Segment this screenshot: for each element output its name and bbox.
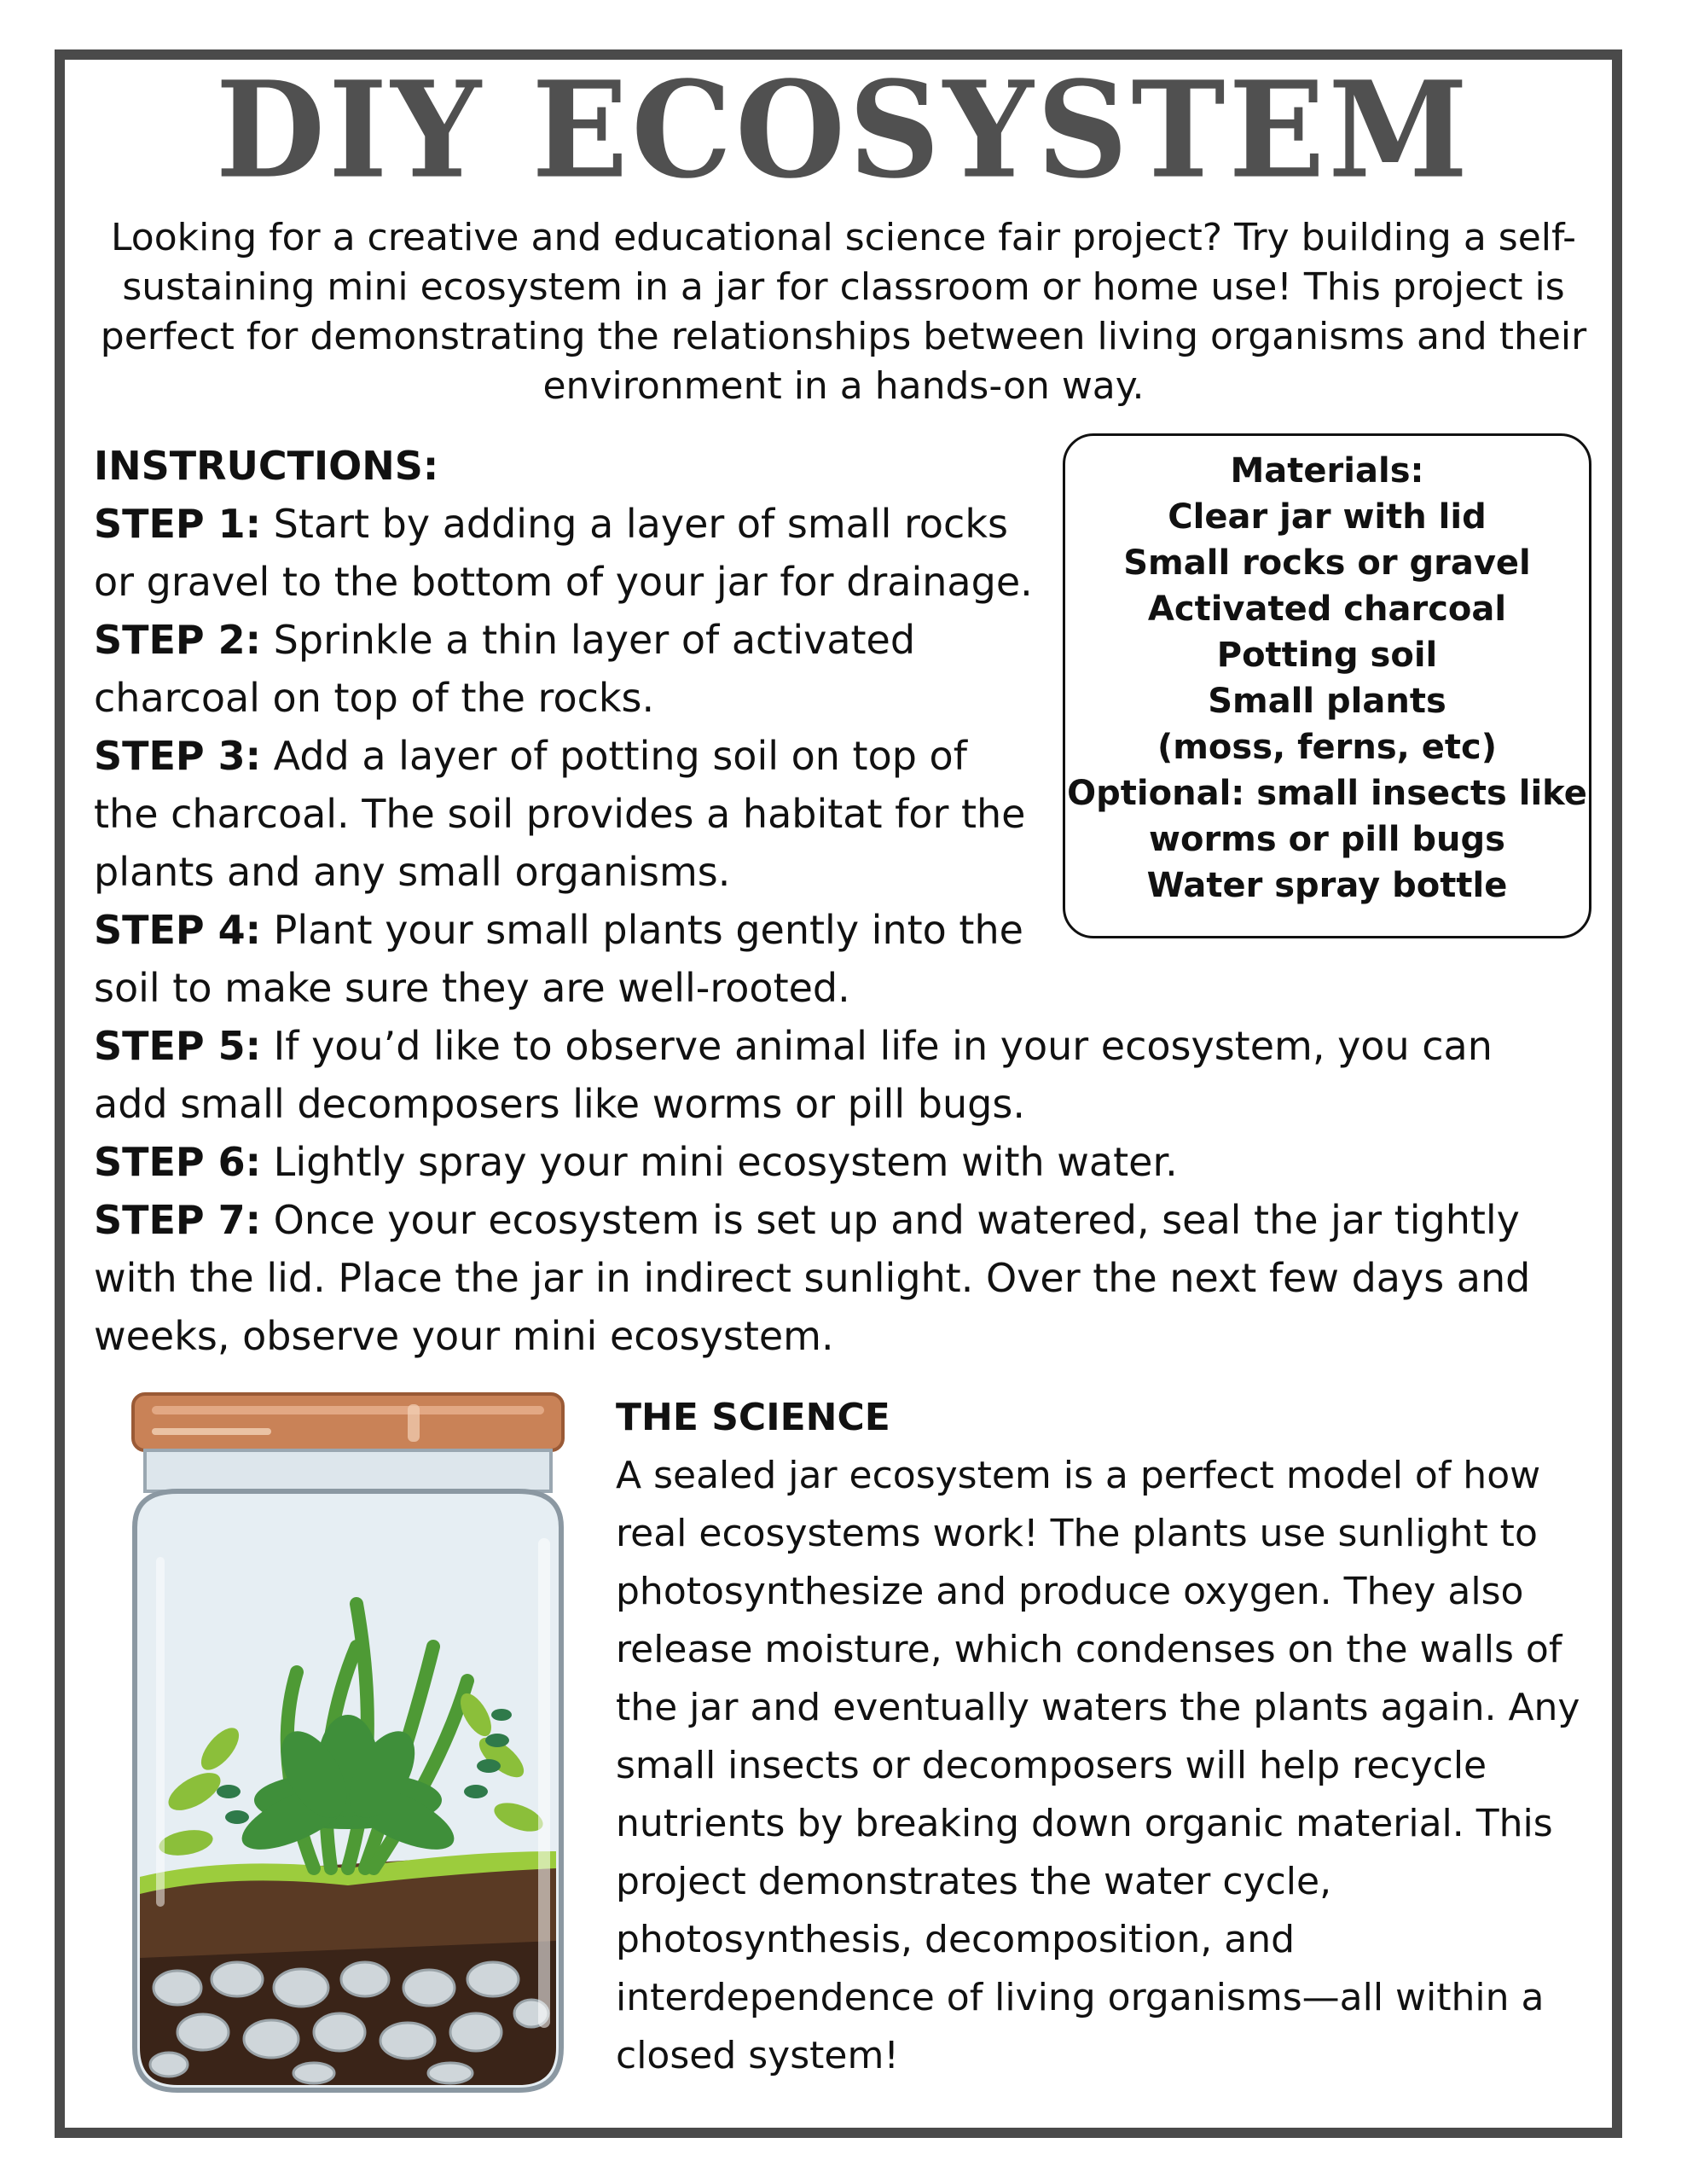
- intro-paragraph: Looking for a creative and educational science fair project? Try building a self-sustaining mini ecosystem in a jar for classroom or home use! This project is perfect for demonstrating the relationships between living organisms and their environment in a hands-on way.: [100, 216, 1587, 408]
- step-5: [94, 1017, 1578, 1133]
- step-label: STEP 3:: [94, 733, 262, 779]
- materials-heading: Materials:: [1230, 451, 1424, 491]
- step-2: [94, 611, 1058, 727]
- step-label: STEP 6:: [94, 1139, 262, 1185]
- step-text: Once your ecosystem is set up and watered, seal the jar tightly with the lid. Place the jar in indirect sunlight. Over the next few days and weeks, observe your mini ecosystem.: [94, 1197, 1531, 1359]
- step-label: STEP 4:: [94, 907, 262, 953]
- instructions-heading: INSTRUCTIONS:: [94, 443, 439, 489]
- material-item: Activated charcoal: [1147, 590, 1507, 629]
- step-6: [94, 1133, 1578, 1191]
- jar-lid: [133, 1394, 563, 1450]
- step-4: [94, 901, 1032, 1017]
- material-item: Water spray bottle: [1146, 866, 1508, 905]
- material-item: Optional: small insects like: [1067, 774, 1587, 813]
- material-item: worms or pill bugs: [1149, 820, 1505, 859]
- material-item: (moss, ferns, etc): [1157, 728, 1498, 767]
- step-label: STEP 1:: [94, 501, 262, 547]
- rock-layer: [140, 1937, 556, 2085]
- science-section: [616, 1389, 1597, 2085]
- science-paragraph: A sealed jar ecosystem is a perfect model of how real ecosystems work! The plants use sunlight to photosynthesize and produce oxygen. They also release moisture, which condenses on the walls of the jar and eventually waters the plants again. Any small insects or decomposers will help recycle nutrients by breaking down organic material. This project demonstrates the water cycle, photosynthesis, decomposition, and interdependence of living organisms—all within a closed system!: [616, 1454, 1580, 2077]
- material-item: Clear jar with lid: [1168, 497, 1487, 537]
- materials-box: [1063, 433, 1591, 938]
- terrarium-jar-illustration: [101, 1391, 595, 2099]
- step-7: [94, 1191, 1578, 1365]
- step-text: Lightly spray your mini ecosystem with water.: [261, 1139, 1178, 1185]
- step-label: STEP 7:: [94, 1197, 262, 1243]
- step-1: [94, 495, 1058, 611]
- material-item: Potting soil: [1216, 636, 1438, 675]
- material-item: Small plants: [1208, 682, 1446, 721]
- page-title: DIY ECOSYSTEM: [215, 51, 1472, 208]
- step-3: [94, 727, 1032, 901]
- step-text: If you’d like to observe animal life in your ecosystem, you can add small decomposers like worms or pill bugs.: [94, 1023, 1493, 1127]
- step-text: Sprinkle a thin layer of activated charcoal on top of the rocks.: [94, 617, 916, 721]
- step-text: Plant your small plants gently into the soil to make sure they are well-rooted.: [94, 907, 1023, 1011]
- step-label: STEP 5:: [94, 1023, 262, 1069]
- science-heading: THE SCIENCE: [616, 1396, 890, 1439]
- step-text: Start by adding a layer of small rocks or gravel to the bottom of your jar for drainage.: [94, 501, 1033, 605]
- step-text: Add a layer of potting soil on top of the charcoal. The soil provides a habitat for the plants and any small organisms.: [94, 733, 1026, 895]
- step-label: STEP 2:: [94, 617, 262, 663]
- material-item: Small rocks or gravel: [1123, 543, 1531, 583]
